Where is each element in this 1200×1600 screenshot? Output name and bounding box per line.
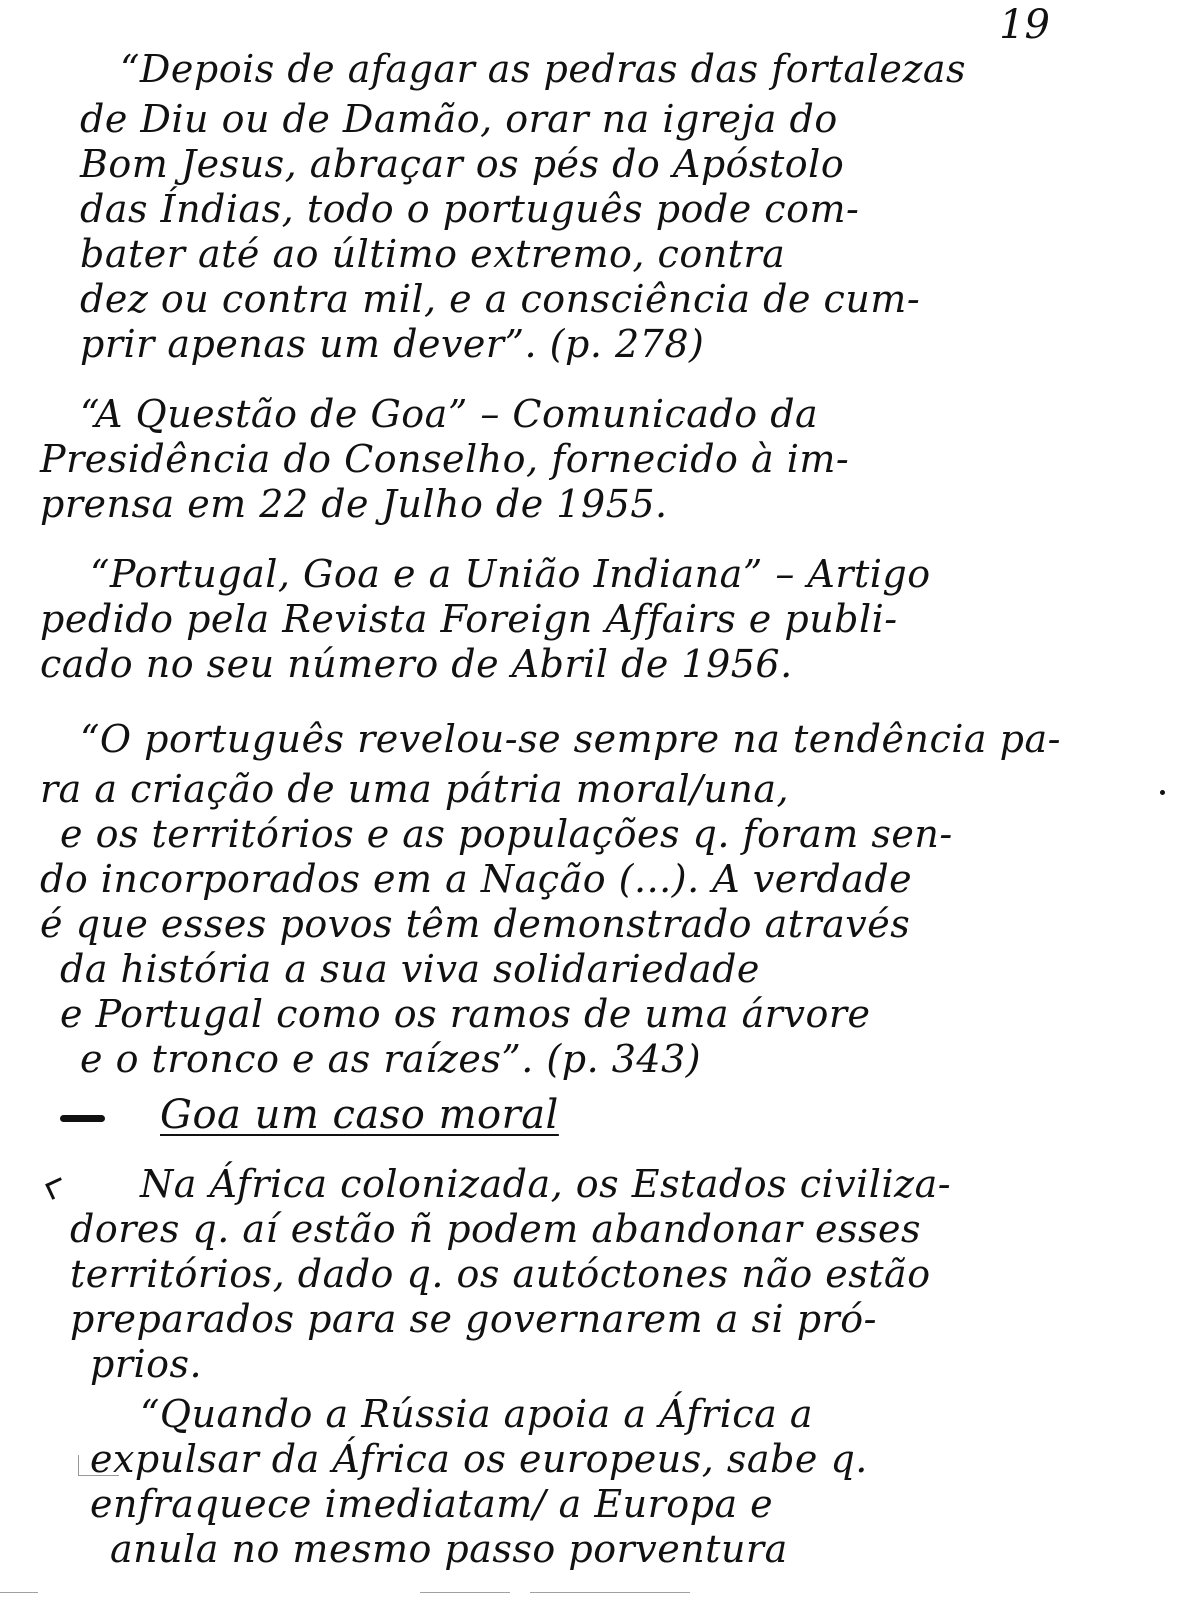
scan-artifact xyxy=(420,1592,510,1593)
scan-speck xyxy=(1160,790,1165,795)
text-line: das Índias, todo o português pode com- xyxy=(80,187,860,231)
text-line: dez ou contra mil, e a consciência de cum- xyxy=(80,277,921,321)
text-line: “Quando a Rússia apoia a África a xyxy=(140,1392,813,1436)
text-line: do incorporados em a Nação (...). A verdade xyxy=(40,857,913,901)
section-heading: Goa um caso moral xyxy=(160,1092,559,1138)
text-line: é que esses povos têm demonstrado através xyxy=(40,902,911,946)
text-line: prir apenas um dever”. (p. 278) xyxy=(80,322,705,366)
text-line: Bom Jesus, abraçar os pés do Apóstolo xyxy=(80,142,845,186)
page-number: 19 xyxy=(999,2,1050,48)
text-line: dores q. aí estão ñ podem abandonar esses xyxy=(70,1207,922,1251)
scan-artifact xyxy=(0,1592,38,1593)
text-line: enfraquece imediatam/ a Europa e xyxy=(90,1482,774,1526)
text-line: “A Questão de Goa” – Comunicado da xyxy=(80,392,819,436)
text-line: cado no seu número de Abril de 1956. xyxy=(40,642,793,686)
text-line: da história a sua viva solidariedade xyxy=(60,947,760,991)
text-line: “Portugal, Goa e a União Indiana” – Artigo xyxy=(90,552,931,596)
text-line: e Portugal como os ramos de uma árvore xyxy=(60,992,871,1036)
text-line: expulsar da África os europeus, sabe q. xyxy=(90,1437,868,1481)
text-line: bater até ao último extremo, contra xyxy=(80,232,786,276)
text-line: territórios, dado q. os autóctones não estão xyxy=(70,1252,931,1296)
tick-mark xyxy=(45,1177,68,1200)
text-line: Presidência do Conselho, fornecido à im- xyxy=(40,437,850,481)
text-line: Na África colonizada, os Estados civiliza- xyxy=(140,1162,952,1206)
scan-artifact xyxy=(530,1592,690,1593)
text-line: prensa em 22 de Julho de 1955. xyxy=(40,482,668,526)
text-line: prios. xyxy=(90,1342,203,1386)
text-line: de Diu ou de Damão, orar na igreja do xyxy=(80,97,838,141)
text-line: ra a criação de uma pátria moral/una, xyxy=(40,767,790,811)
text-line: “O português revelou-se sempre na tendência pa- xyxy=(80,717,1061,761)
text-line: anula no mesmo passo porventura xyxy=(110,1527,788,1571)
scan-artifact xyxy=(78,1455,119,1476)
dash-mark xyxy=(60,1115,105,1122)
text-line: e o tronco e as raízes”. (p. 343) xyxy=(80,1037,702,1081)
text-line: preparados para se governarem a si pró- xyxy=(70,1297,877,1341)
text-line: “Depois de afagar as pedras das fortalezas xyxy=(120,47,966,91)
text-line: e os territórios e as populações q. foram sen- xyxy=(60,812,953,856)
text-line: pedido pela Revista Foreign Affairs e publi- xyxy=(40,597,898,641)
